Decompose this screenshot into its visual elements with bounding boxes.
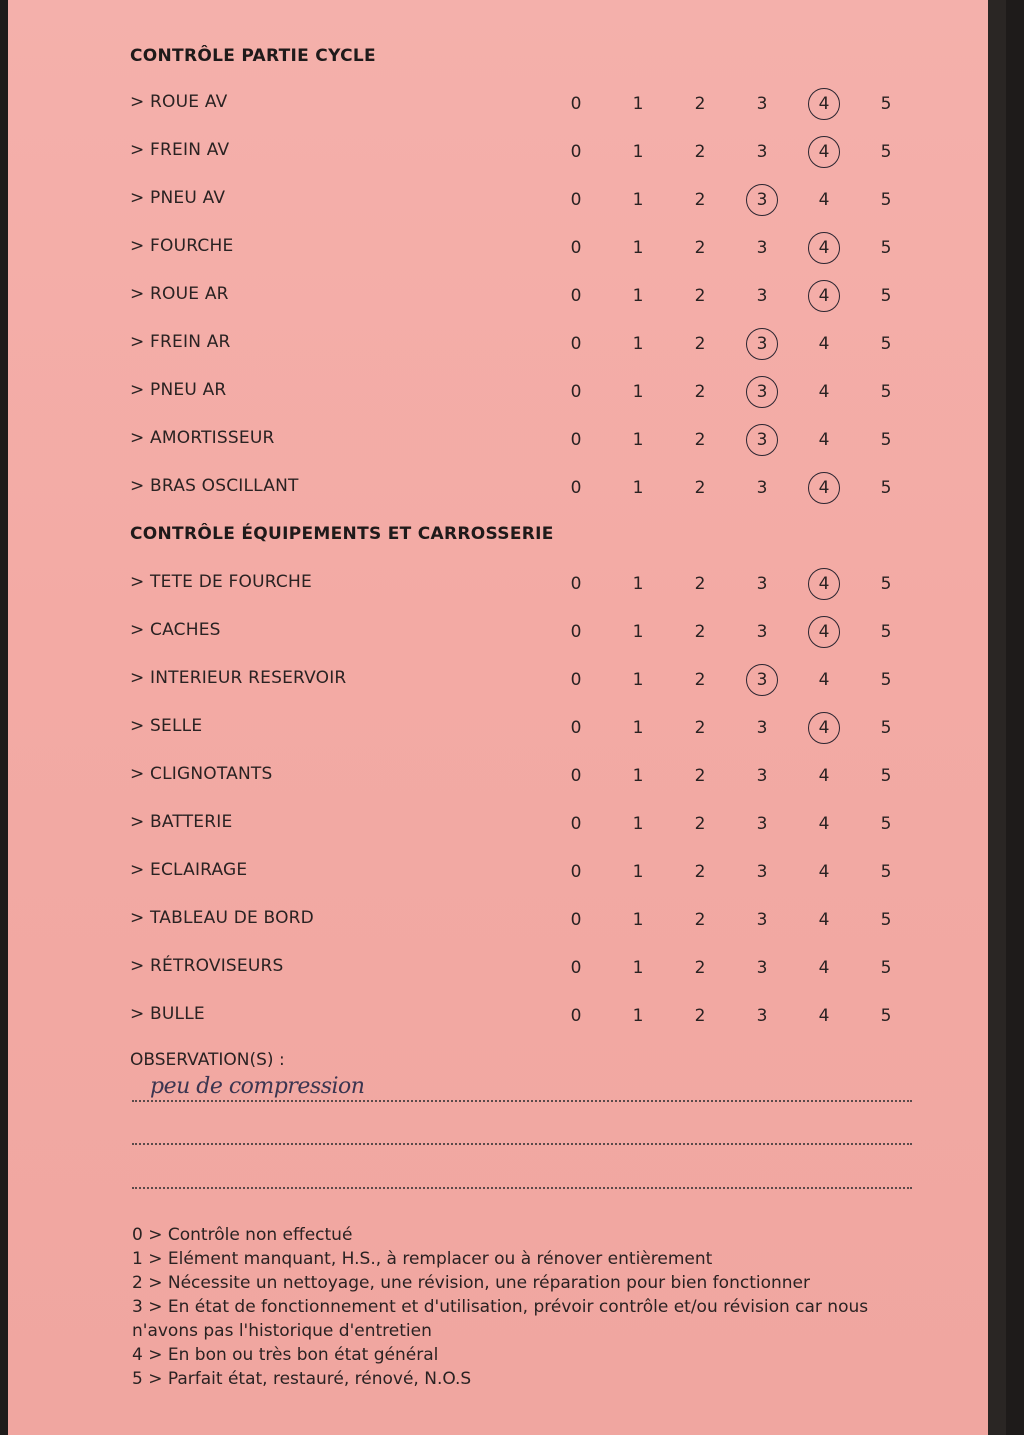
check-row <box>130 908 930 938</box>
score-option[interactable]: 3 <box>756 910 768 930</box>
check-row <box>130 332 930 362</box>
score-option[interactable]: 4 <box>818 670 830 690</box>
score-option[interactable]: 3 <box>756 766 768 786</box>
score-option[interactable]: 1 <box>632 670 644 690</box>
score-option[interactable]: 4 <box>818 814 830 834</box>
score-option[interactable]: 2 <box>694 814 706 834</box>
score-option[interactable]: 4 <box>818 1006 830 1026</box>
legend-item-5: 5 > Parfait état, restauré, rénové, N.O.S <box>132 1369 472 1389</box>
score-option[interactable]: 2 <box>694 862 706 882</box>
score-option-selected[interactable]: 4 <box>810 622 838 642</box>
check-row <box>130 956 930 986</box>
score-option-selected[interactable]: 4 <box>810 142 838 162</box>
score-option[interactable]: 1 <box>632 94 644 114</box>
score-option[interactable]: 5 <box>880 238 892 258</box>
score-option[interactable]: 5 <box>880 574 892 594</box>
score-option[interactable]: 2 <box>694 190 706 210</box>
score-option[interactable]: 0 <box>570 958 582 978</box>
score-option[interactable]: 0 <box>570 142 582 162</box>
score-option[interactable]: 1 <box>632 766 644 786</box>
check-row <box>130 572 930 602</box>
check-row <box>130 92 930 122</box>
check-item-label: > CLIGNOTANTS <box>130 764 273 784</box>
score-option[interactable]: 4 <box>818 958 830 978</box>
score-option[interactable]: 5 <box>880 814 892 834</box>
score-option[interactable]: 2 <box>694 238 706 258</box>
score-option[interactable]: 0 <box>570 862 582 882</box>
score-option[interactable]: 3 <box>756 238 768 258</box>
check-item-label: > PNEU AV <box>130 188 226 208</box>
score-option-selected[interactable]: 3 <box>748 382 776 402</box>
check-row <box>130 140 930 170</box>
score-option[interactable]: 1 <box>632 814 644 834</box>
check-row <box>130 716 930 746</box>
score-option[interactable]: 0 <box>570 430 582 450</box>
score-option-selected[interactable]: 4 <box>810 718 838 738</box>
score-option[interactable]: 2 <box>694 574 706 594</box>
score-option[interactable]: 0 <box>570 910 582 930</box>
check-row <box>130 476 930 506</box>
score-option[interactable]: 3 <box>756 622 768 642</box>
score-option[interactable]: 0 <box>570 94 582 114</box>
check-item-label: > TETE DE FOURCHE <box>130 572 312 592</box>
score-option[interactable]: 2 <box>694 1006 706 1026</box>
score-option[interactable]: 4 <box>818 430 830 450</box>
score-option[interactable]: 5 <box>880 1006 892 1026</box>
score-option[interactable]: 3 <box>756 958 768 978</box>
check-row <box>130 284 930 314</box>
score-option[interactable]: 2 <box>694 766 706 786</box>
check-row <box>130 860 930 890</box>
score-option-selected[interactable]: 4 <box>810 238 838 258</box>
score-option[interactable]: 5 <box>880 334 892 354</box>
score-option[interactable]: 0 <box>570 766 582 786</box>
score-option[interactable]: 1 <box>632 286 644 306</box>
score-option[interactable]: 1 <box>632 238 644 258</box>
score-option[interactable]: 1 <box>632 1006 644 1026</box>
check-item-label: > TABLEAU DE BORD <box>130 908 314 928</box>
score-option[interactable]: 3 <box>756 814 768 834</box>
score-option-selected[interactable]: 4 <box>810 574 838 594</box>
score-option[interactable]: 2 <box>694 382 706 402</box>
score-option[interactable]: 5 <box>880 94 892 114</box>
score-option[interactable]: 3 <box>756 478 768 498</box>
score-option[interactable]: 1 <box>632 862 644 882</box>
legend-item-1: 1 > Elément manquant, H.S., à remplacer ou à rénover entièrement <box>132 1249 713 1269</box>
score-option-selected[interactable]: 4 <box>810 94 838 114</box>
score-option[interactable]: 0 <box>570 334 582 354</box>
section-title-cycle: CONTRÔLE PARTIE CYCLE <box>130 46 376 66</box>
score-option[interactable]: 3 <box>756 142 768 162</box>
score-option[interactable]: 5 <box>880 670 892 690</box>
score-option[interactable]: 1 <box>632 142 644 162</box>
score-option[interactable]: 5 <box>880 718 892 738</box>
score-option[interactable]: 0 <box>570 238 582 258</box>
score-option[interactable]: 2 <box>694 142 706 162</box>
score-option[interactable]: 5 <box>880 382 892 402</box>
score-option[interactable]: 5 <box>880 190 892 210</box>
score-option[interactable]: 0 <box>570 622 582 642</box>
check-row <box>130 380 930 410</box>
check-item-label: > ROUE AV <box>130 92 228 112</box>
score-option[interactable]: 5 <box>880 910 892 930</box>
score-option[interactable]: 0 <box>570 718 582 738</box>
check-item-label: > RÉTROVISEURS <box>130 956 284 976</box>
observation-line-2 <box>132 1143 912 1145</box>
score-option[interactable]: 1 <box>632 958 644 978</box>
score-option[interactable]: 0 <box>570 286 582 306</box>
check-item-label: > BULLE <box>130 1004 205 1024</box>
score-option[interactable]: 0 <box>570 574 582 594</box>
check-item-label: > BRAS OSCILLANT <box>130 476 299 496</box>
check-row <box>130 188 930 218</box>
score-option[interactable]: 0 <box>570 670 582 690</box>
score-option[interactable]: 0 <box>570 814 582 834</box>
score-option[interactable]: 2 <box>694 94 706 114</box>
score-option[interactable]: 2 <box>694 718 706 738</box>
check-row <box>130 1004 930 1034</box>
check-row <box>130 620 930 650</box>
score-option[interactable]: 1 <box>632 190 644 210</box>
page-edge-shadow <box>988 0 1006 1435</box>
score-option[interactable]: 2 <box>694 334 706 354</box>
score-option[interactable]: 0 <box>570 382 582 402</box>
legend-item-2: 2 > Nécessite un nettoyage, une révision, une réparation pour bien fonctionner <box>132 1273 810 1293</box>
score-option[interactable]: 0 <box>570 1006 582 1026</box>
score-option[interactable]: 2 <box>694 430 706 450</box>
score-option-selected[interactable]: 3 <box>748 430 776 450</box>
score-option[interactable]: 0 <box>570 190 582 210</box>
score-option-selected[interactable]: 3 <box>748 334 776 354</box>
score-option[interactable]: 4 <box>818 382 830 402</box>
check-item-label: > ECLAIRAGE <box>130 860 248 880</box>
score-option[interactable]: 5 <box>880 958 892 978</box>
score-option[interactable]: 3 <box>756 718 768 738</box>
section-title-equipment: CONTRÔLE ÉQUIPEMENTS ET CARROSSERIE <box>130 524 554 544</box>
check-row <box>130 764 930 794</box>
score-option-selected[interactable]: 3 <box>748 670 776 690</box>
score-option[interactable]: 3 <box>756 286 768 306</box>
check-item-label: > FOURCHE <box>130 236 234 256</box>
score-option[interactable]: 3 <box>756 574 768 594</box>
score-option[interactable]: 5 <box>880 478 892 498</box>
score-option-selected[interactable]: 4 <box>810 286 838 306</box>
inspection-sheet <box>8 0 1006 1435</box>
score-option[interactable]: 5 <box>880 862 892 882</box>
legend-item-3: 3 > En état de fonctionnement et d'utilisation, prévoir contrôle et/ou révision car nous n'avons pas l'historique d'entretien <box>132 1297 869 1341</box>
score-option[interactable]: 1 <box>632 430 644 450</box>
score-option[interactable]: 5 <box>880 430 892 450</box>
score-option[interactable]: 2 <box>694 910 706 930</box>
observation-line-3 <box>132 1187 912 1189</box>
check-row <box>130 236 930 266</box>
check-item-label: > AMORTISSEUR <box>130 428 275 448</box>
score-option[interactable]: 1 <box>632 574 644 594</box>
check-row <box>130 428 930 458</box>
score-option[interactable]: 4 <box>818 862 830 882</box>
check-item-label: > SELLE <box>130 716 203 736</box>
score-option[interactable]: 5 <box>880 286 892 306</box>
check-item-label: > CACHES <box>130 620 221 640</box>
rating-legend <box>132 1223 902 1391</box>
score-option[interactable]: 2 <box>694 622 706 642</box>
score-option[interactable]: 4 <box>818 910 830 930</box>
score-option[interactable]: 2 <box>694 958 706 978</box>
score-option[interactable]: 3 <box>756 1006 768 1026</box>
score-option-selected[interactable]: 3 <box>748 190 776 210</box>
score-option[interactable]: 1 <box>632 334 644 354</box>
score-option[interactable]: 3 <box>756 94 768 114</box>
score-option[interactable]: 4 <box>818 190 830 210</box>
score-option[interactable]: 1 <box>632 622 644 642</box>
check-item-label: > FREIN AR <box>130 332 231 352</box>
handwritten-observation: peu de compression <box>150 1074 365 1099</box>
observation-line-1 <box>132 1100 912 1102</box>
score-option[interactable]: 4 <box>818 334 830 354</box>
observations-label: OBSERVATION(S) : <box>130 1050 285 1070</box>
score-option[interactable]: 0 <box>570 478 582 498</box>
score-option[interactable]: 1 <box>632 382 644 402</box>
check-item-label: > PNEU AR <box>130 380 227 400</box>
score-option-selected[interactable]: 4 <box>810 478 838 498</box>
legend-item-0: 0 > Contrôle non effectué <box>132 1225 353 1245</box>
score-option[interactable]: 1 <box>632 478 644 498</box>
score-option[interactable]: 2 <box>694 478 706 498</box>
score-option[interactable]: 5 <box>880 766 892 786</box>
check-item-label: > BATTERIE <box>130 812 233 832</box>
check-item-label: > INTERIEUR RESERVOIR <box>130 668 347 688</box>
check-item-label: > ROUE AR <box>130 284 229 304</box>
score-option[interactable]: 5 <box>880 622 892 642</box>
check-item-label: > FREIN AV <box>130 140 230 160</box>
score-option[interactable]: 1 <box>632 718 644 738</box>
legend-item-4: 4 > En bon ou très bon état général <box>132 1345 439 1365</box>
score-option[interactable]: 2 <box>694 670 706 690</box>
score-option[interactable]: 1 <box>632 910 644 930</box>
check-row <box>130 668 930 698</box>
score-option[interactable]: 4 <box>818 766 830 786</box>
score-option[interactable]: 2 <box>694 286 706 306</box>
score-option[interactable]: 5 <box>880 142 892 162</box>
score-option[interactable]: 3 <box>756 862 768 882</box>
check-row <box>130 812 930 842</box>
